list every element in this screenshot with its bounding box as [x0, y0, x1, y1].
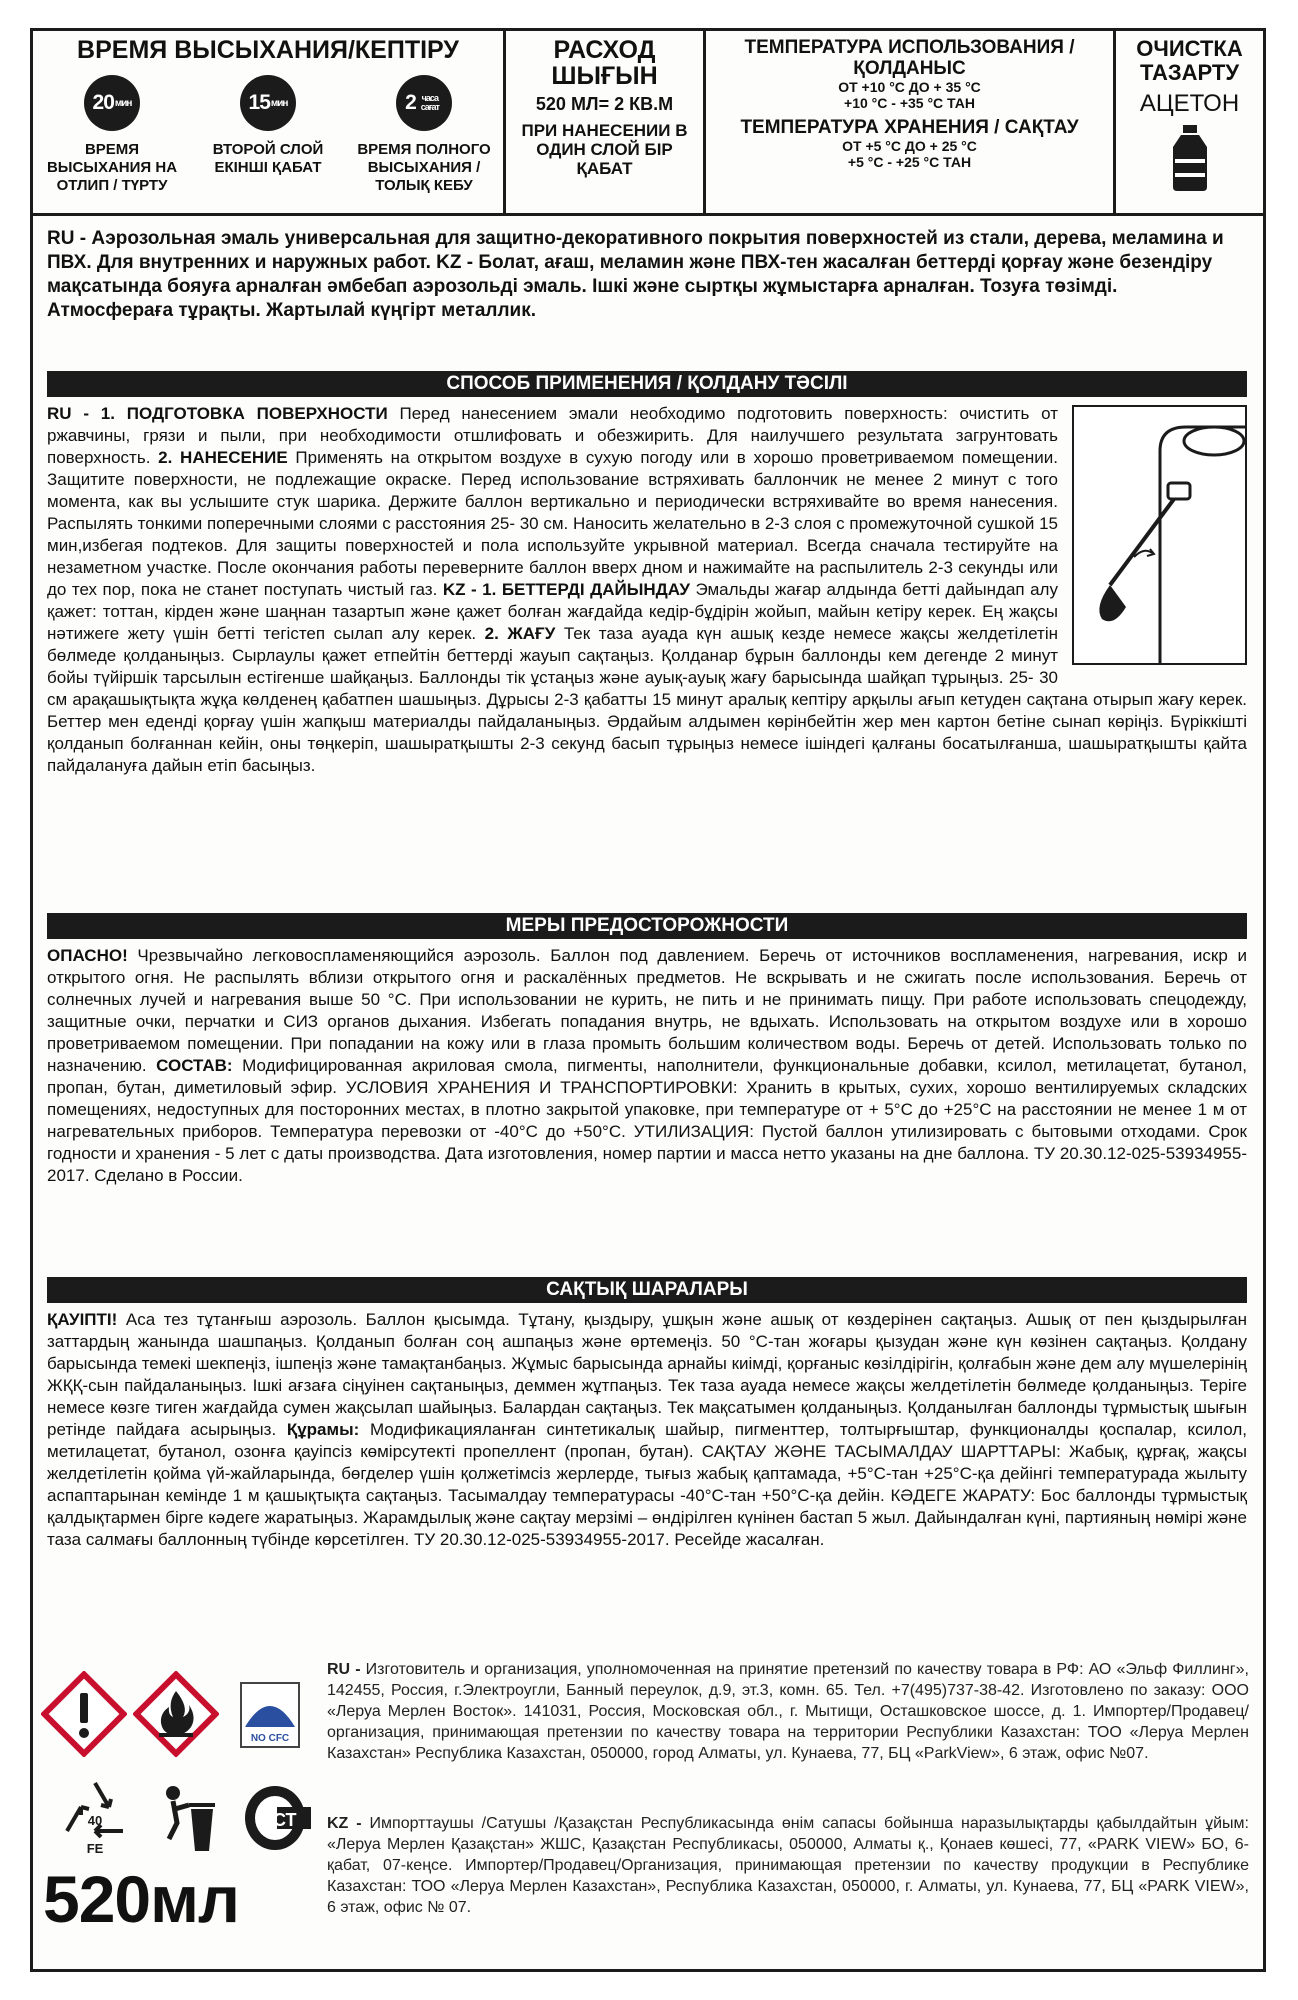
timer-value: 15 — [248, 91, 270, 114]
clock-icon — [396, 75, 452, 131]
timer-caption: ВТОРОЙ СЛОЙ ЕКІНШІ ҚАБАТ — [212, 141, 324, 176]
consumption-title-kz: ШЫҒЫН — [551, 62, 658, 90]
kz-step2-heading: 2. ЖАҒУ — [484, 624, 556, 643]
spray-can-illustration — [1072, 405, 1247, 665]
legal-ru-text: Изготовитель и организация, уполномоченная на принятие претензий по качеству товара в РФ: АО «Эльф Филлинг», 142455, Россия, г.Электроугли, Банный переулок, д.9, эт.3, комн. 65. Тел. +7(495)737-38-42. Изготовлено по заказу: ООО «Леруа Мерлен Восток». 141031, Россия, Московская обл., г. Мытищи, Осташковское шоссе, д. 1. Импортер/Продавец/организация, принимающая претензии по качеству товара на территории Республики Казахстан: ТОО «Леруа Мерлен Казахстан» Республика Казахстан, 050000, город Алматы, ул. Кунаева, 77, БЦ «ParkView», 6 этаж, офис №07. — [327, 1661, 1249, 1762]
kz-step1-heading: KZ - 1. БЕТТЕРДІ ДАЙЫНДАУ — [442, 580, 690, 599]
application-text — [47, 403, 1247, 777]
flammable-hazard-icon — [133, 1671, 219, 1757]
drying-time-panel — [33, 31, 503, 213]
ru-step2-heading: 2. НАНЕСЕНИЕ — [158, 448, 288, 467]
timer-touch-dry — [37, 75, 187, 195]
net-volume: 520мл — [43, 1862, 239, 1936]
kz-step2-text: Тек таза ауада күн ашық кезде немесе жақсы желдетілетін бөлмеде қолданыңыз. Сырлаулы қажет етпейтін беттерді жауып сақтаңыз. Қолданар бұрын баллонды кем дегенде 2 минут бойы түйіршік тарсылын естігенше шайқаңыз. Баллонды тік ұстаңыз және ауық-ауық жағу барысында шайқап тұрыңыз. 25- 30 см арақашықтықта жұқа көлденең қабатпен шашыңыз. Дұрысы 2-3 қабатты 15 минут аралық кептіру арқылы ағып кетуден сақтана отырып жағу керек. Беттер мен еденді қорғау үшін жапқыш материалды пайдаланыңыз. Әрдайым алдымен көрінбейтін жер мен картон бетіне сынап көріңіз. Бүріккішті қолданып болғаннан кейін, оны төңкеріп, шашыратқышты 2-3 секунд басып тұрыңыз немесе ішіндегі қалғаны босатылғанша, шашыратқышты қайта пайдалануға дайын етіп басыңыз. — [47, 624, 1247, 775]
precautions-kz-text — [47, 1309, 1247, 1551]
composition-label-ru: СОСТАВ: — [156, 1056, 233, 1075]
timer-caption: ВРЕМЯ ПОЛНОГО ВЫСЫХАНИЯ / ТОЛЫҚ КЕБУ — [357, 141, 491, 194]
ru-step1-heading: RU - 1. ПОДГОТОВКА ПОВЕРХНОСТИ — [47, 404, 388, 423]
ru-step1-text: Перед нанесением эмали необходимо подготовить поверхность: очистить от ржавчины, грязи и пыли, при необходимости отшлифовать и обезжирить. Для наилучшего результата загрунтовать поверхность. — [47, 404, 1058, 467]
exclamation-hazard-icon — [41, 1671, 127, 1757]
clock-icon — [84, 75, 140, 131]
timer-second-coat — [193, 75, 343, 177]
danger-word-kz: ҚАУІПТІ! — [47, 1310, 118, 1329]
composition-ru-body: Модифицированная акриловая смола, пигменты, наполнители, функциональные добавки, ксилол, метилацетат, бутанол, пропан, бутан, диметиловый эфир. УСЛОВИЯ ХРАНЕНИЯ И ТРАНСПОРТИРОВКИ: Хранить в крытых, сухих, хорошо вентилируемых складских помещениях, недоступных для посторонних местах, в плотно закрытой упаковке, при температуре от + 5°С до +25°С на расстоянии не менее 1 м от нагревательных приборов. Температура перевозки от -40°С до +50°С. УТИЛИЗАЦИЯ: Пустой баллон утилизировать с бытовыми отходами. Срок годности и хранения - 5 лет с даты производства. Дата изготовления, номер партии и масса нетто указаны на дне баллона. ТУ 20.30.12-025-53934955-2017. Сделано в России. — [47, 1056, 1247, 1185]
cleaning-agent: АЦЕТОН — [1139, 90, 1240, 117]
storage-temperature-ru: ОТ +5 °С ДО + 25 °С — [842, 138, 977, 154]
recycling-code: 40 — [87, 1813, 103, 1828]
application-header: СПОСОБ ПРИМЕНЕНИЯ / ҚОЛДАНУ ТӘСІЛІ — [47, 371, 1247, 397]
timer-unit: часа сағат — [420, 93, 439, 112]
precautions-ru-header: МЕРЫ ПРЕДОСТОРОЖНОСТИ — [47, 913, 1247, 939]
timer-value: 20 — [92, 91, 114, 114]
kz-step1-text: Эмальды жағар алдында бетті дайындап алу қажет: тоттан, кірден және шаңнан тазартып және қажет болған жағдайда кедір-бұдірін жойып, майын кетіру керек. Ең жақсы нәтижеге жету үшін бетті тегістеп сылап алу керек. — [47, 580, 1058, 643]
timer-full-dry — [349, 75, 499, 195]
solvent-bottle-icon — [1169, 125, 1211, 191]
info-strip — [33, 31, 1263, 216]
precautions-ru-body: Чрезвычайно легковоспламеняющийся аэрозоль. Баллон под давлением. Беречь от источников воспламенения, нагревания, искр и открытого огня. Не распылять вблизи открытого огня и раскалённых предметов. Не вскрывать и не сжигать после использования. Беречь от солнечных лучей и нагревания выше 50 °С. При использовании не курить, не пить и не принимать пищу. При работе использовать спецодежду, защитные очки, перчатки и СИЗ органов дыхания. Избегать попадания внутрь, не вдыхать. Использовать на открытом воздухе или в хорошо проветриваемом помещении. При попадании на кожу или в глаза промыть большим количеством воды. Беречь от детей. Использовать только по назначению. — [47, 946, 1247, 1075]
cleaning-panel — [1113, 31, 1263, 213]
product-label — [30, 28, 1266, 1972]
ru-step2-text: Применять на открытом воздухе в сухую погоду или в хорошо проветриваемом помещении. Защитите поверхности, не подлежащие окраске. Перед использование встряхивать баллончик не менее 2 минут с того момента, как вы услышите стук шарика. Держите баллон вертикально и периодически встряхивайте во время нанесения. Распылять тонкими поперечными слоями с расстояния 25- 30 см. Наносить желательно в 2-3 слоя с промежуточной сушкой 15 мин,избегая подтеков. Для защиты поверхностей и пола используйте укрывной материал. Всегда сначала тестируйте на незаметном участке. После окончания работы переверните баллон вверх дном и нажимайте на распылитель 2-3 секунды или до тех пор, пока не станет поступать чистый газ. — [47, 448, 1058, 599]
legal-ru — [327, 1659, 1249, 1764]
certification-mark-label: РСТ — [261, 1810, 297, 1830]
timer-unit: мин — [270, 97, 288, 109]
cleaning-title-kz: ТАЗАРТУ — [1139, 60, 1240, 85]
precautions-ru-text — [47, 945, 1247, 1187]
recycling-icon — [53, 1775, 137, 1859]
storage-temperature-kz: +5 °С - +25 °С ТАН — [847, 154, 972, 170]
certification-mark-icon — [241, 1783, 313, 1853]
composition-kz-body: Модификацияланған синтетикалық шайыр, пигменттер, толтырғыштар, функционалды қоспалар, ксилол, метилацетат, бутанол, озонға қауіпсіз көмірсутекті пропеллент (пропан, бутан). САҚТАУ ЖӘНЕ ТАСЫМАЛДАУ ШАРТТАРЫ: Жабық, құрғақ, жақсы желдетілетін қойма үй-жайларында, бөгделер үшін қолжетімсіз жерлерде, тығыз жабық қаптамада, +5°С-тан +25°С-қа дейінгі температурада жылыту аспаптарынан кемінде 1 м қашықтықта сақтаңыз. Тасымалдау температурасы -40°С-тан +50°С-қа дейін. КӘДЕГЕ ЖАРАТУ: Бос баллонды тұрмыстық қалдықтармен бірге кәдеге жаратыңыз. Жарамдылық және сақтау мерзімі – өндірілген күнінен бастап 5 жыл. Дайындалған күні, партияның нөмірі және таза салмағы баллонның түбінде көрсетілген. ТУ 20.30.12-025-53934955-2017. Ресейде жасалған. — [47, 1420, 1248, 1549]
ozone-safe-label: NO CFC — [250, 1733, 290, 1744]
dispose-in-bin-icon — [155, 1779, 219, 1855]
product-description: RU - Аэрозольная эмаль универсальная для защитно-декоративного покрытия поверхностей из стали, дерева, меламина и ПВХ. Для внутренних и наружных работ. KZ - Болат, ағаш, меламин және ПВХ-тен жасалған беттерді қорғау және безендіру мақсатында бояуға арналған әмбебап аэрозольді эмаль. Ішкі және сыртқы жұмыстарға арналған. Тозуға төзімді. Атмосфераға тұрақты. Жартылай күңгірт металлик. — [47, 228, 1224, 321]
consumption-panel — [503, 31, 703, 213]
drying-time-title: ВРЕМЯ ВЫСЫХАНИЯ/КЕПТІРУ — [77, 36, 459, 64]
use-temperature-kz: +10 °С - +35 °С ТАН — [844, 95, 975, 111]
recycling-material: FE — [86, 1841, 104, 1856]
use-temperature-ru: ОТ +10 °С ДО + 35 °С — [838, 79, 981, 95]
timer-caption: ВРЕМЯ ВЫСЫХАНИЯ НА ОТЛИП / ТҮРТУ — [46, 141, 178, 194]
legal-ru-prefix: RU - — [327, 1661, 361, 1678]
ozone-safe-icon — [239, 1681, 301, 1749]
temperature-panel — [703, 31, 1113, 213]
drying-timers — [33, 75, 503, 211]
legal-kz-prefix: KZ - — [327, 1815, 362, 1832]
consumption-note: ПРИ НАНЕСЕНИИ В ОДИН СЛОЙ БІР ҚАБАТ — [521, 121, 688, 178]
legal-kz — [327, 1813, 1249, 1918]
consumption-title-ru: РАСХОД — [553, 36, 656, 64]
consumption-amount: 520 МЛ= 2 КВ.М — [535, 94, 674, 114]
legal-kz-text: Импорттаушы /Сатушы /Қазақстан Республикасында өнім сапасы бойынша наразылықтарды қабылдайтын ұйым: «Леруа Мерлен Қазақстан» ЖШС, Қазақстан Республикасы, 050000, Алматы қ., Қонаев көшесі, 77, «PARK VIEW» БО, 6-қабат, 07-кеңсе. Импортер/Продавец/Организация, принимающая претензии по качеству продукции в Республике Казахстан: ТОО «Леруа Мерлен Казахстан», Республика Казахстан, 050000, г. Алматы, ул. Кунаева, 77, БЦ «PARK VIEW», 6 этаж, офис № 07. — [327, 1815, 1249, 1916]
timer-value: 2 — [405, 91, 416, 114]
spray-can-icon — [1074, 407, 1245, 663]
cleaning-title-ru: ОЧИСТКА — [1136, 36, 1243, 61]
danger-word-ru: ОПАСНО! — [47, 946, 128, 965]
timer-unit: мин — [114, 97, 132, 109]
precautions-kz-body: Аса тез тұтанғыш аэрозоль. Баллон қысымда. Тұтану, қыздыру, ұшқын және ашық от көздерінен сақтаңыз. Ашық от пен қыздырылған заттардың жанында шашпаңыз. Қолданып болған соң ашпаңыз және өртемеңіз. 50 °С-тан жоғары қызудан және күн көзінен сақтаңыз. Қолдану барысында темекі шекпеңіз, ішпеңіз және тамақтанбаңыз. Жұмыс барысында арнайы киімді, қорғаныс көзілдірігін, қолғабын және дем алу мүшелерінің ЖҚҚ-сын пайдаланыңыз. Ішкі ағзаға сіңуінен сақтаныңыз, деммен жұтпаңыз. Тек таза ауада немесе жақсы желдетілетін бөлмеде қолданыңыз. Теріге немесе көзге тиген жағдайда сумен жақсылап шайыңыз. Балардан сақтаңыз. Тек мақсатымен қолданыңыз. Қолданылған баллонды тұрмыстық шығын ретінде пайдаға асырыңыз. — [47, 1310, 1247, 1439]
precautions-kz-header: САҚТЫҚ ШАРАЛАРЫ — [47, 1277, 1247, 1303]
use-temperature-title: ТЕМПЕРАТУРА ИСПОЛЬЗОВАНИЯ / ҚОЛДАНЫС — [744, 37, 1075, 79]
composition-label-kz: Құрамы: — [286, 1420, 360, 1439]
clock-icon — [240, 75, 296, 131]
storage-temperature-title: ТЕМПЕРАТУРА ХРАНЕНИЯ / САҚТАУ — [740, 117, 1079, 138]
